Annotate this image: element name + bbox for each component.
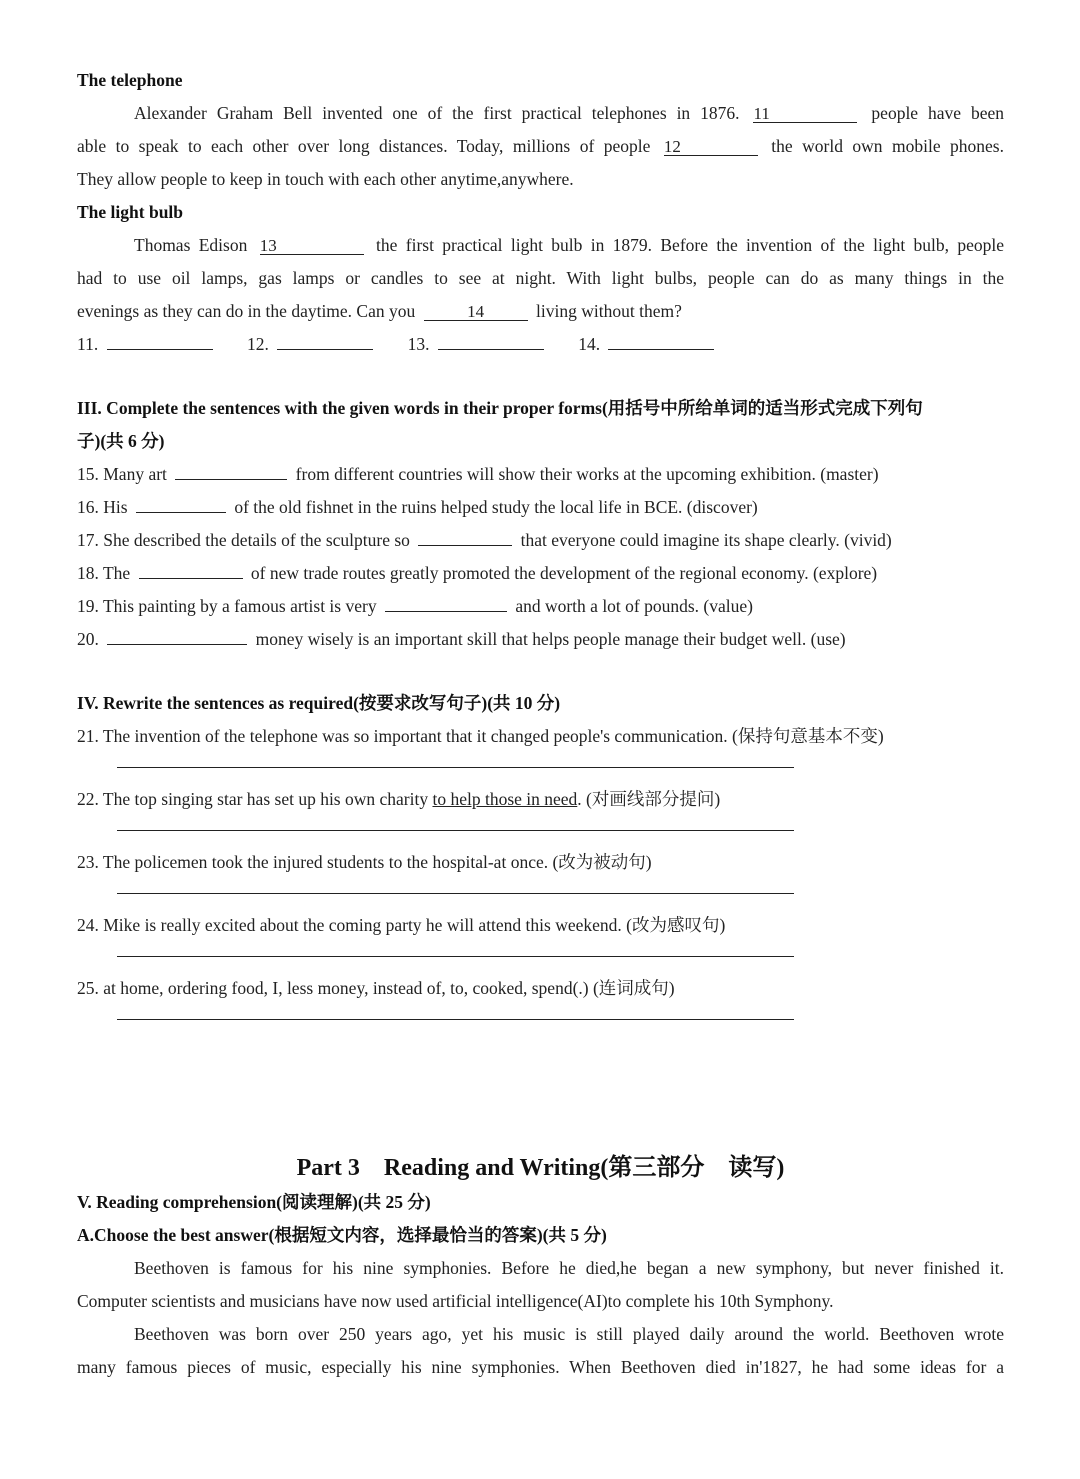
answer-blank-15[interactable] <box>175 461 287 480</box>
heading-light-bulb: The light bulb <box>77 202 184 222</box>
text: . (对画线部分提问) <box>577 789 721 809</box>
question-18 <box>77 557 1004 590</box>
question-21: 21. The invention of the telephone was so important that it changed people's communication. (保持句意基本不变) <box>77 726 884 746</box>
answer-blank-18[interactable] <box>139 560 243 579</box>
bulb-line-3 <box>77 295 1004 328</box>
text: from different countries will show their works at the upcoming exhibition. (master) <box>295 464 879 484</box>
question-number: 16. <box>77 497 99 517</box>
question-number: 15. <box>77 464 99 484</box>
spacer <box>77 361 1004 392</box>
heading-telephone: The telephone <box>77 70 183 90</box>
text: money wisely is an important skill that helps people manage their budget well. (use) <box>255 629 846 649</box>
answer-blank-16[interactable] <box>136 494 226 513</box>
answer-slot-13[interactable] <box>438 331 544 350</box>
passage-p1-line-1: Beethoven is famous for his nine symphonies. Before he died,he began a new symphony, but never finished it. <box>134 1258 1004 1278</box>
answer-line-23[interactable] <box>117 879 794 894</box>
answer-blank-19[interactable] <box>385 593 507 612</box>
question-17 <box>77 524 1004 557</box>
blank-12[interactable] <box>664 137 758 156</box>
spacer <box>77 1035 1004 1150</box>
text: She described the details of the sculpture so <box>103 530 410 550</box>
section-a-heading: A.Choose the best answer(根据短文内容，选择最恰当的答案)(共 5 分) <box>77 1225 607 1245</box>
passage-p2-line-1: Beethoven was born over 250 years ago, yet his music is still played daily around the world. Beethoven wrote <box>134 1324 1004 1344</box>
section-3-heading-1: III. Complete the sentences with the given words in their proper forms(用括号中所给单词的适当形式完成下列句 <box>77 398 923 418</box>
underlined-phrase: to help those in need <box>432 789 578 809</box>
text: of new trade routes greatly promoted the development of the regional economy. (explore) <box>250 563 878 583</box>
part-3-title: Part 3 Reading and Writing(第三部分 读写) <box>296 1155 785 1181</box>
question-number: 20. <box>77 629 99 649</box>
blank-number: 12 <box>663 137 681 156</box>
answer-blank-20[interactable] <box>107 626 247 645</box>
answer-line-21[interactable] <box>117 753 794 768</box>
slot-label: 12. <box>246 334 269 354</box>
section-4-heading: IV. Rewrite the sentences as required(按要求改写句子)(共 10 分) <box>77 693 561 713</box>
text: the world own mobile phones. <box>771 136 1004 156</box>
blank-14[interactable] <box>424 302 528 321</box>
text: the first practical light bulb in 1879. Before the invention of the light bulb, people <box>376 235 1004 255</box>
bulb-line-1 <box>77 229 1004 262</box>
question-15 <box>77 458 1004 491</box>
text: The <box>102 563 131 583</box>
question-25: 25. at home, ordering food, I, less money, instead of, to, cooked, spend(.) (连词成句) <box>77 978 675 998</box>
question-22 <box>77 783 1004 816</box>
text: Many art <box>103 464 167 484</box>
question-24: 24. Mike is really excited about the coming party he will attend this weekend. (改为感叹句) <box>77 915 726 935</box>
answer-slot-14[interactable] <box>608 331 714 350</box>
text: people have been <box>871 103 1004 123</box>
blank-number: 11 <box>753 104 770 123</box>
answer-line-24[interactable] <box>117 942 794 957</box>
exam-page <box>77 64 1004 1384</box>
answer-slots-row <box>77 328 1004 361</box>
text: This painting by a famous artist is very <box>102 596 377 616</box>
text: and worth a lot of pounds. (value) <box>515 596 753 616</box>
text: His <box>103 497 128 517</box>
question-16 <box>77 491 1004 524</box>
blank-number: 13 <box>259 236 277 255</box>
slot-label: 13. <box>407 334 430 354</box>
slot-label: 14. <box>578 334 601 354</box>
text: Thomas Edison <box>134 235 248 255</box>
slot-label: 11. <box>77 334 99 354</box>
telephone-line-1 <box>77 97 1004 130</box>
question-19 <box>77 590 1004 623</box>
spacer <box>77 656 1004 687</box>
bulb-line-2: had to use oil lamps, gas lamps or candles to see at night. With light bulbs, people can do as many things in the <box>77 268 1004 288</box>
text: able to speak to each other over long distances. Today, millions of people <box>77 136 651 156</box>
answer-line-25[interactable] <box>117 1005 794 1020</box>
blank-11[interactable] <box>753 104 857 123</box>
question-number: 18. <box>77 563 99 583</box>
blank-number: 14 <box>467 302 485 321</box>
question-20 <box>77 623 1004 656</box>
text: of the old fishnet in the ruins helped study the local life in BCE. (discover) <box>234 497 758 517</box>
passage-p2-line-2: many famous pieces of music, especially his nine symphonies. When Beethoven died in'1827, he had some ideas for a <box>77 1357 1004 1377</box>
text: evenings as they can do in the daytime. Can you <box>77 301 416 321</box>
question-number: 19. <box>77 596 99 616</box>
answer-slot-11[interactable] <box>107 331 213 350</box>
telephone-line-3: They allow people to keep in touch with each other anytime,anywhere. <box>77 169 574 189</box>
answer-slot-12[interactable] <box>277 331 373 350</box>
section-5-heading: V. Reading comprehension(阅读理解)(共 25 分) <box>77 1192 431 1212</box>
text: that everyone could imagine its shape clearly. (vivid) <box>520 530 892 550</box>
passage-p1-line-2: Computer scientists and musicians have now used artificial intelligence(AI)to complete his 10th Symphony. <box>77 1291 834 1311</box>
answer-blank-17[interactable] <box>418 527 512 546</box>
blank-13[interactable] <box>260 236 364 255</box>
question-23: 23. The policemen took the injured students to the hospital-at once. (改为被动句) <box>77 852 652 872</box>
text: Alexander Graham Bell invented one of the first practical telephones in 1876. <box>134 103 740 123</box>
section-3-heading-2: 子)(共 6 分) <box>77 431 165 451</box>
text: 22. The top singing star has set up his own charity <box>77 789 433 809</box>
text: living without them? <box>536 301 682 321</box>
question-number: 17. <box>77 530 99 550</box>
telephone-line-2 <box>77 130 1004 163</box>
answer-line-22[interactable] <box>117 816 794 831</box>
